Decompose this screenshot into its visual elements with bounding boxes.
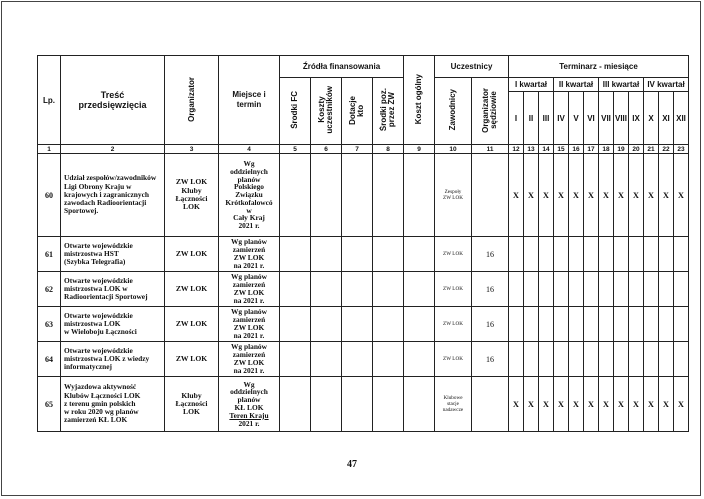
column-number: 11 [472, 145, 509, 154]
row-miejsce-line: Wg [243, 158, 255, 168]
row-empty-cell [342, 237, 373, 272]
row-miejsce-line: na 2021 r. [233, 295, 265, 305]
row-empty-cell [280, 237, 311, 272]
row-empty-cell [404, 307, 435, 342]
row-month-mark [524, 342, 539, 377]
row-organizator-line: ZW LOK [175, 353, 208, 363]
header-month-iii: III [539, 92, 554, 145]
header-srodki-poz [373, 78, 404, 145]
row-tresc-line: (Szybka Telegrafia) [64, 257, 126, 267]
row-month-mark [584, 237, 599, 272]
row-miejsce-line: planów [237, 395, 261, 405]
row-miejsce-line: zamierzeń [232, 245, 266, 255]
row-empty-cell [311, 307, 342, 342]
header-zawodnicy-text: Zawodnicy [448, 89, 457, 131]
row-empty-cell [373, 307, 404, 342]
row-month-mark [674, 272, 689, 307]
row-month-mark [569, 272, 584, 307]
row-miejsce-line: ZW LOK [233, 323, 265, 332]
row-miejsce-line: zamierzeń [232, 350, 266, 360]
row-month-mark: X [569, 377, 584, 432]
row-month-mark: X [599, 377, 614, 432]
column-number: 1 [38, 145, 61, 154]
row-organizator [165, 307, 219, 342]
row-month-mark: X [659, 154, 674, 237]
row-lp: 64 [38, 342, 61, 377]
row-miejsce-line: Wg planów [231, 237, 267, 247]
row-empty-cell [342, 307, 373, 342]
row-miejsce-line: Teren Kraju [229, 410, 269, 420]
row-month-mark [644, 272, 659, 307]
header-koszty-uczestnikow-text: Koszty uczestników [317, 86, 334, 134]
row-month-mark [524, 237, 539, 272]
row-sedziowie [472, 154, 509, 237]
header-lp: Lp. [38, 56, 61, 145]
row-empty-cell [373, 272, 404, 307]
header-dotacje-kto-text: Dotacje kto [348, 95, 365, 125]
row-tresc-line: Wyjazdowa aktywność [64, 382, 137, 392]
row-empty-cell [280, 272, 311, 307]
row-month-mark: X [674, 377, 689, 432]
row-tresc-line: Radioorientacji Sportowej [64, 292, 148, 302]
header-month-viii: VIII [614, 92, 629, 145]
row-tresc-line: w roku 2020 wg planów [64, 407, 139, 417]
row-organizator-line: Łączności [175, 398, 208, 408]
row-empty-cell [342, 272, 373, 307]
row-tresc [61, 272, 165, 307]
row-month-mark [659, 272, 674, 307]
row-lp: 63 [38, 307, 61, 342]
header-month-xi: XI [659, 92, 674, 145]
row-miejsce-line: Wg planów [231, 272, 267, 282]
row-zawodnicy [435, 272, 472, 307]
header-srodki-fc-text: Środki FC [290, 91, 299, 129]
table-row [38, 154, 689, 237]
row-miejsce-line: Polskiego [234, 182, 264, 192]
row-miejsce [219, 307, 280, 342]
row-month-mark: X [674, 154, 689, 237]
row-miejsce-line: ZW LOK [233, 358, 265, 367]
row-tresc-line: mistrzostwa LOK w [64, 283, 128, 293]
row-month-mark [614, 237, 629, 272]
header-quarter-1: I kwartał [509, 78, 554, 92]
header-month-v: V [569, 92, 584, 145]
row-empty-cell [280, 377, 311, 432]
row-month-mark [674, 307, 689, 342]
row-lp: 62 [38, 272, 61, 307]
row-tresc-line: Sportowej. [64, 206, 99, 216]
row-month-mark: X [629, 377, 644, 432]
row-month-mark: X [554, 377, 569, 432]
row-tresc-line: zawodach Radioorientacji [64, 198, 147, 208]
row-month-mark: X [599, 154, 614, 237]
row-empty-cell [342, 377, 373, 432]
header-zrodla: Źródła finansowania [280, 56, 404, 78]
row-month-mark [554, 307, 569, 342]
row-empty-cell [342, 154, 373, 237]
column-number: 19 [614, 145, 629, 154]
header-koszty-uczestnikow [311, 78, 342, 145]
row-zawodnicy-line: ZW LOK [443, 250, 463, 257]
row-month-mark [584, 342, 599, 377]
column-number: 2 [61, 145, 165, 154]
row-month-mark [614, 307, 629, 342]
row-tresc [61, 377, 165, 432]
header-month-xii: XII [674, 92, 689, 145]
row-empty-cell [311, 342, 342, 377]
row-month-mark [539, 237, 554, 272]
row-sedziowie: 16 [472, 237, 509, 272]
row-month-mark [509, 307, 524, 342]
row-month-mark [659, 307, 674, 342]
row-month-mark: X [644, 154, 659, 237]
column-number: 20 [629, 145, 644, 154]
row-month-mark: X [554, 154, 569, 237]
row-organizator [165, 237, 219, 272]
row-month-mark [554, 342, 569, 377]
row-month-mark: X [644, 377, 659, 432]
column-number: 16 [569, 145, 584, 154]
header-srodki-poz-text: Środki poz. przez ZW [379, 88, 396, 132]
row-month-mark [644, 342, 659, 377]
row-tresc-line: mistrzostwa HST [64, 248, 119, 258]
column-number: 9 [404, 145, 435, 154]
column-number: 5 [280, 145, 311, 154]
row-tresc [61, 307, 165, 342]
row-empty-cell [311, 154, 342, 237]
row-empty-cell [311, 377, 342, 432]
row-zawodnicy [435, 342, 472, 377]
row-empty-cell [373, 342, 404, 377]
row-organizator [165, 342, 219, 377]
row-zawodnicy [435, 154, 472, 237]
header-quarter-3: III kwartał [599, 78, 644, 92]
row-zawodnicy-line: Zespoły [444, 188, 462, 195]
header-koszt-ogolny-text: Koszt ogólny [414, 73, 423, 125]
row-tresc-line: z terenu gmin polskich [64, 398, 136, 408]
row-tresc-line: Otwarte wojewódzkie [64, 275, 133, 285]
row-month-mark [629, 237, 644, 272]
row-miejsce-line: oddzielnych [230, 387, 268, 397]
row-miejsce-line: Związku [235, 190, 263, 200]
row-zawodnicy-line: ZW LOK [443, 320, 463, 327]
row-organizator-line: Kluby [181, 390, 202, 400]
row-zawodnicy-line: Klubowe [443, 394, 463, 401]
column-number-row [38, 145, 689, 154]
row-empty-cell [311, 237, 342, 272]
row-empty-cell [280, 342, 311, 377]
row-organizator-line: ZW LOK [175, 283, 208, 293]
row-month-mark [554, 237, 569, 272]
header-organizator-sedziowie-text: Organizator sędziowie [481, 87, 498, 133]
column-number: 22 [659, 145, 674, 154]
row-zawodnicy [435, 307, 472, 342]
row-month-mark: X [524, 377, 539, 432]
row-organizator [165, 377, 219, 432]
row-empty-cell [373, 237, 404, 272]
row-miejsce-line: Wg planów [231, 307, 267, 317]
row-lp: 65 [38, 377, 61, 432]
row-empty-cell [404, 377, 435, 432]
row-empty-cell [311, 272, 342, 307]
row-miejsce-line: 2021 r. [238, 221, 260, 231]
row-month-mark: X [659, 377, 674, 432]
column-number: 4 [219, 145, 280, 154]
row-miejsce [219, 342, 280, 377]
header-tresc [61, 56, 165, 145]
row-miejsce [219, 377, 280, 432]
header-quarter-4: IV kwartał [644, 78, 689, 92]
row-tresc [61, 154, 165, 237]
column-number: 18 [599, 145, 614, 154]
row-month-mark [614, 272, 629, 307]
row-miejsce-line: zamierzeń [232, 315, 266, 325]
row-month-mark [569, 237, 584, 272]
row-month-mark [599, 342, 614, 377]
row-month-mark [659, 237, 674, 272]
header-organizator [165, 56, 219, 145]
header-quarter-2: II kwartał [554, 78, 599, 92]
table-row [38, 307, 689, 342]
row-organizator-line: ZW LOK [175, 177, 208, 187]
row-organizator-line: LOK [183, 407, 200, 417]
row-zawodnicy-line: ZW LOK [443, 195, 463, 201]
row-organizator [165, 154, 219, 237]
row-month-mark: X [569, 154, 584, 237]
row-miejsce-line: planów [237, 174, 261, 184]
header-organizator-text: Organizator [186, 76, 196, 122]
row-sedziowie [472, 377, 509, 432]
row-month-mark [674, 342, 689, 377]
row-miejsce-line: KŁ LOK [234, 403, 264, 412]
row-tresc-line: Udział zespołów/zawodników [64, 173, 157, 183]
row-miejsce-line: 2021 r. [238, 418, 260, 428]
row-month-mark [569, 342, 584, 377]
row-month-mark [539, 342, 554, 377]
column-number: 17 [584, 145, 599, 154]
row-month-mark: X [509, 154, 524, 237]
row-tresc-line: Klubów Łączności LOK [64, 390, 141, 400]
row-tresc-line: Otwarte wojewódzkie [64, 240, 133, 250]
header-month-ix: IX [629, 92, 644, 145]
row-month-mark [599, 272, 614, 307]
table-row [38, 377, 689, 432]
header-month-x: X [644, 92, 659, 145]
row-miejsce-line: Wg planów [231, 342, 267, 352]
column-number: 6 [311, 145, 342, 154]
row-zawodnicy-line: ZW LOK [443, 285, 463, 292]
row-month-mark: X [629, 154, 644, 237]
row-tresc [61, 342, 165, 377]
column-number: 8 [373, 145, 404, 154]
row-month-mark [524, 272, 539, 307]
row-month-mark [629, 342, 644, 377]
row-month-mark: X [614, 154, 629, 237]
column-number: 15 [554, 145, 569, 154]
header-dotacje-kto [342, 78, 373, 145]
row-sedziowie: 16 [472, 272, 509, 307]
row-month-mark [644, 307, 659, 342]
row-organizator-line: ZW LOK [175, 318, 208, 328]
row-miejsce-line: w [246, 205, 252, 215]
row-month-mark [569, 307, 584, 342]
row-tresc-line: zamierzeń KŁ LOK [64, 415, 128, 425]
column-number: 10 [435, 145, 472, 154]
row-tresc-line: krajowych i zagranicznych [64, 189, 149, 199]
row-month-mark [509, 237, 524, 272]
header-koszt-ogolny [404, 56, 435, 145]
row-month-mark [614, 342, 629, 377]
header-miejsce [219, 56, 280, 145]
header-month-iv: IV [554, 92, 569, 145]
header-organizator-sedziowie [472, 78, 509, 145]
header-tresc-text: Treść przedsięwzięcia [78, 90, 147, 110]
row-tresc-line: informatycznej [64, 362, 113, 372]
row-empty-cell [373, 154, 404, 237]
column-number: 21 [644, 145, 659, 154]
column-number: 13 [524, 145, 539, 154]
plan-table [37, 55, 689, 432]
column-number: 3 [165, 145, 219, 154]
row-zawodnicy [435, 237, 472, 272]
header-terminarz: Terminarz - miesiące [509, 56, 689, 78]
header-month-vi: VI [584, 92, 599, 145]
header-miejsce-text: Miejsce i termin [232, 90, 266, 109]
header-uczestnicy: Uczestnicy [435, 56, 509, 78]
row-month-mark: X [614, 377, 629, 432]
row-empty-cell [280, 154, 311, 237]
header-month-i: I [509, 92, 524, 145]
row-month-mark [599, 237, 614, 272]
row-month-mark [629, 307, 644, 342]
row-tresc-line: w Wieloboju Łączności [64, 327, 137, 337]
row-month-mark [674, 237, 689, 272]
row-month-mark [509, 272, 524, 307]
row-month-mark [659, 342, 674, 377]
row-lp: 60 [38, 154, 61, 237]
row-month-mark: X [524, 154, 539, 237]
row-miejsce-line: na 2021 r. [233, 260, 265, 270]
row-miejsce-line: Wg [243, 379, 255, 389]
page-number: 47 [347, 459, 357, 470]
row-tresc-line: Ligi Obrony Kraju w [64, 181, 132, 191]
row-zawodnicy-line: ZW LOK [443, 355, 463, 362]
row-lp: 61 [38, 237, 61, 272]
row-month-mark: X [584, 377, 599, 432]
row-month-mark: X [539, 154, 554, 237]
row-month-mark [524, 307, 539, 342]
row-miejsce-line: na 2021 r. [233, 365, 265, 375]
row-month-mark: X [584, 154, 599, 237]
row-empty-cell [404, 237, 435, 272]
row-miejsce-line: oddzielnych [230, 166, 268, 176]
header-month-vii: VII [599, 92, 614, 145]
table-row [38, 237, 689, 272]
document-page [37, 55, 689, 432]
row-month-mark [584, 272, 599, 307]
row-tresc-line: mistrzostwa LOK z wiedzy [64, 353, 150, 363]
row-month-mark [509, 342, 524, 377]
header-month-ii: II [524, 92, 539, 145]
row-sedziowie: 16 [472, 307, 509, 342]
column-number: 7 [342, 145, 373, 154]
row-miejsce [219, 237, 280, 272]
row-month-mark: X [509, 377, 524, 432]
row-month-mark [599, 307, 614, 342]
column-number: 23 [674, 145, 689, 154]
row-organizator-line: LOK [183, 202, 200, 212]
row-month-mark: X [539, 377, 554, 432]
header-srodki-fc [280, 78, 311, 145]
row-tresc-line: Otwarte wojewódzkie [64, 310, 133, 320]
row-month-mark [629, 272, 644, 307]
column-number: 14 [539, 145, 554, 154]
row-miejsce-line: Cały Kraj [233, 213, 265, 223]
row-month-mark [539, 272, 554, 307]
row-organizator-line: Łączności [175, 194, 208, 203]
row-month-mark [644, 237, 659, 272]
row-miejsce-line: na 2021 r. [233, 330, 265, 340]
row-organizator-line: Kluby [181, 185, 202, 195]
row-sedziowie: 16 [472, 342, 509, 377]
row-empty-cell [280, 307, 311, 342]
row-tresc-line: mistrzostwa LOK [64, 318, 121, 328]
row-miejsce-line: ZW LOK [233, 253, 265, 262]
row-zawodnicy [435, 377, 472, 432]
row-zawodnicy-line: nadawcze [442, 407, 464, 414]
row-miejsce-line: Krótkofalowcó [225, 197, 273, 207]
row-month-mark [584, 307, 599, 342]
table-row [38, 272, 689, 307]
row-miejsce-line: zamierzeń [232, 280, 266, 290]
row-empty-cell [373, 377, 404, 432]
row-tresc-line: Otwarte wojewódzkie [64, 345, 133, 355]
row-month-mark [554, 272, 569, 307]
table-row [38, 342, 689, 377]
row-empty-cell [404, 272, 435, 307]
row-tresc [61, 237, 165, 272]
row-organizator-line: ZW LOK [175, 248, 208, 258]
row-miejsce [219, 272, 280, 307]
header-zawodnicy [435, 78, 472, 145]
row-zawodnicy-line: stacje [447, 400, 459, 407]
row-empty-cell [404, 154, 435, 237]
row-miejsce-line: ZW LOK [233, 288, 265, 297]
row-miejsce [219, 154, 280, 237]
row-organizator [165, 272, 219, 307]
row-month-mark [539, 307, 554, 342]
column-number: 12 [509, 145, 524, 154]
row-empty-cell [342, 342, 373, 377]
row-empty-cell [404, 342, 435, 377]
